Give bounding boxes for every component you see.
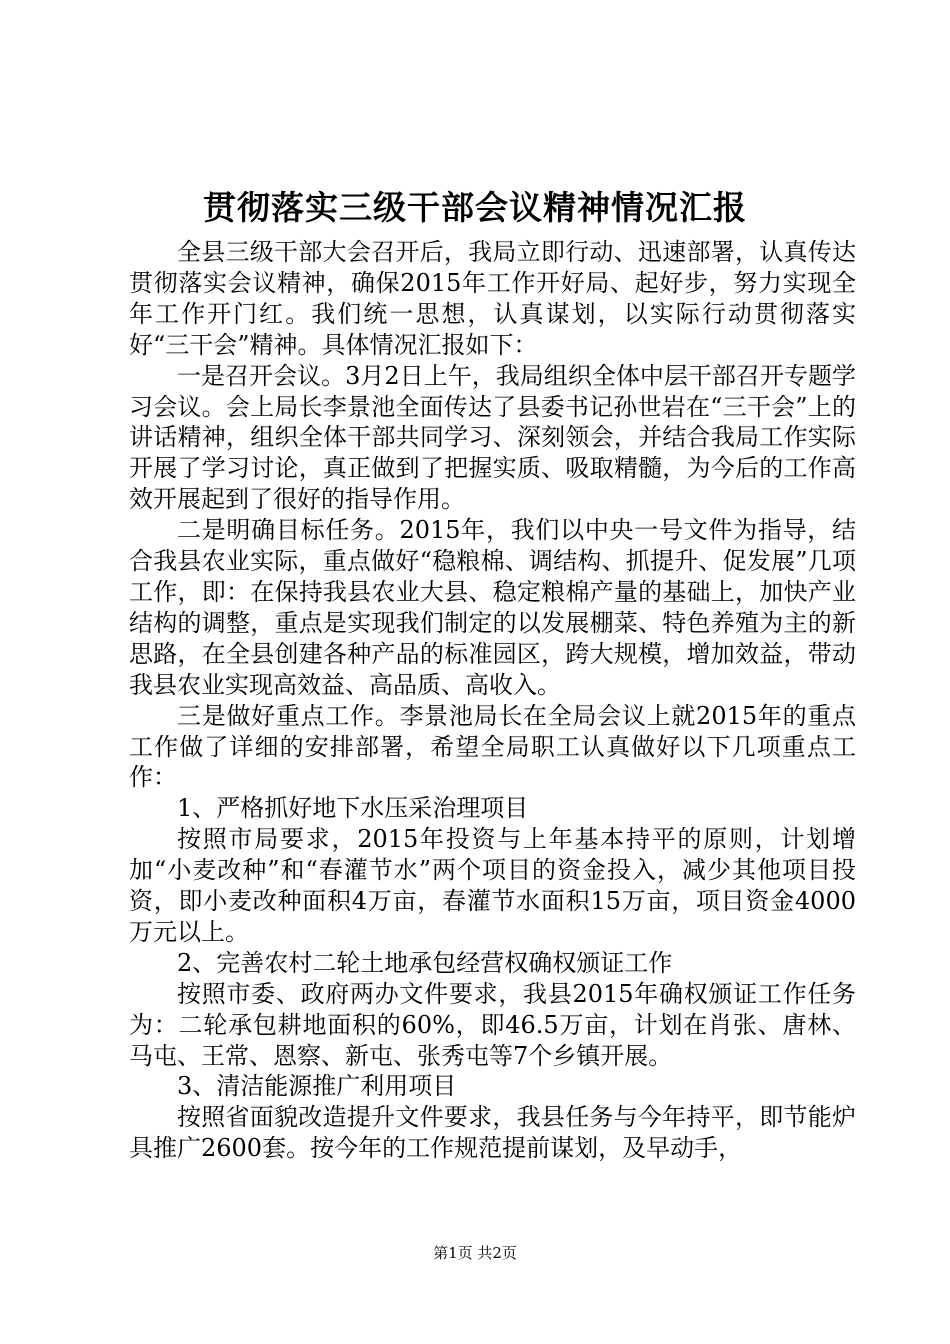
paragraph-meeting: 一是召开会议。3月2日上午，我局组织全体中层干部召开专题学习会议。会上局长李景池全面传达了县委书记孙世岩在“三干会”上的讲话精神，组织全体干部共同学习、深刻领会，并结合我局工作实际开展了学习讨论，真正做到了把握实质、吸取精髓，为今后的工作高效开展起到了很好的指导作用。 — [129, 361, 856, 514]
paragraph-item-1: 按照市局要求，2015年投资与上年基本持平的原则，计划增加“小麦改种”和“春灌节水”两个项目的资金投入，减少其他项目投资，即小麦改种面积4万亩，春灌节水面积15万亩，项目资金4000万元以上。 — [129, 825, 856, 946]
paragraph-item-3: 按照省面貌改造提升文件要求，我县任务与今年持平，即节能炉具推广2600套。按今年的工作规范提前谋划，及早动手， — [129, 1103, 856, 1163]
document-body — [129, 237, 856, 1164]
paragraph-item-2: 按照市委、政府两办文件要求，我县2015年确权颁证工作任务为：二轮承包耕地面积的60%，即46.5万亩，计划在肖张、唐林、马屯、王常、恩察、新屯、张秀屯等7个乡镇开展。 — [129, 979, 856, 1070]
paragraph-targets: 二是明确目标任务。2015年，我们以中央一号文件为指导，结合我县农业实际，重点做好“稳粮棉、调结构、抓提升、促发展”几项工作，即：在保持我县农业大县、稳定粮棉产量的基础上，加快产业结构的调整，重点是实现我们制定的以发展棚菜、特色养殖为主的新思路，在全县创建各种产品的标准园区，跨大规模，增加效益，带动我县农业实现高效益、高品质、高收入。 — [129, 516, 856, 699]
paragraph-intro: 全县三级干部大会召开后，我局立即行动、迅速部署，认真传达贯彻落实会议精神，确保2015年工作开好局、起好步，努力实现全年工作开门红。我们统一思想，认真谋划，以实际行动贯彻落实好“三干会”精神。具体情况汇报如下： — [129, 238, 856, 359]
page-footer: 第1页 共2页 — [433, 1244, 517, 1262]
heading-item-1: 1、严格抓好地下水压采治理项目 — [177, 794, 529, 823]
paragraph-key-work: 三是做好重点工作。李景池局长在全局会议上就2015年的重点工作做了详细的安排部署，希望全局职工认真做好以下几项重点工作： — [129, 701, 856, 792]
heading-item-2: 2、完善农村二轮土地承包经营权确权颁证工作 — [177, 948, 673, 977]
heading-item-3: 3、清洁能源推广利用项目 — [177, 1072, 457, 1101]
document-title: 贯彻落实三级干部会议精神情况汇报 — [203, 188, 747, 227]
